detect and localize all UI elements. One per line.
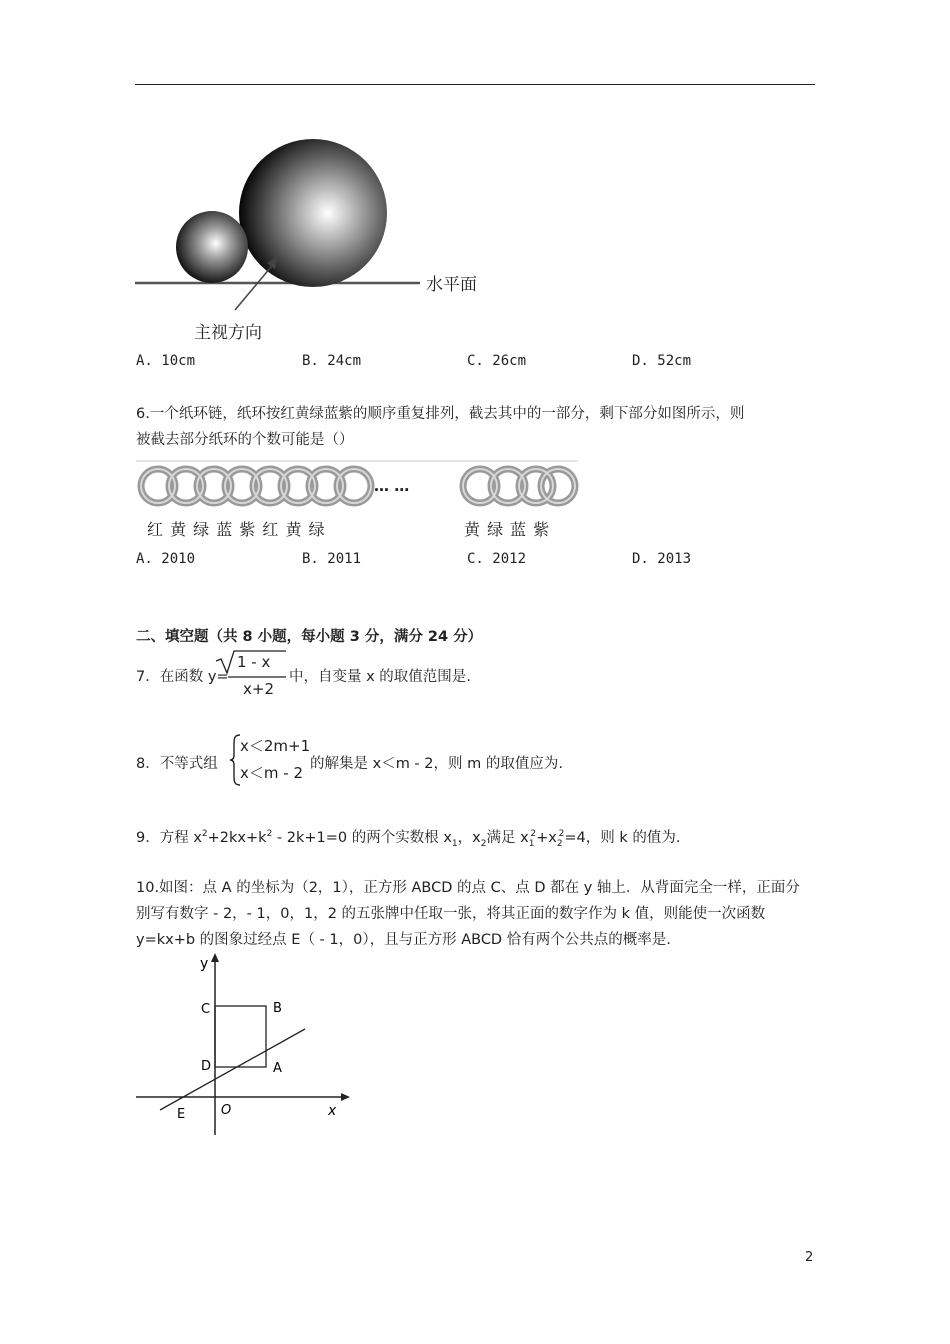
label-b: B: [273, 1001, 282, 1016]
coordinate-figure: [130, 950, 355, 1140]
q10-text-line2: 别写有数字 - 2，- 1，0，1，2 的五张牌中任取一张，将其正面的数字作为 k 值，则能使一次函数: [136, 906, 766, 922]
label-d: D: [201, 1059, 212, 1074]
q5-option-a: A. 10cm: [136, 353, 196, 369]
label-x: x: [328, 1103, 337, 1119]
chain-colors-right: 黄 绿 蓝 紫: [464, 520, 551, 539]
q6-option-c: C. 2012: [467, 551, 527, 567]
section2-heading: 二、填空题（共 8 小题，每小题 3 分，满分 24 分）: [136, 629, 483, 645]
line-through-e: [160, 1029, 305, 1110]
page-number: 2: [805, 1250, 814, 1265]
q10-text-line3: y=kx+b 的图象过经点 E（ - 1，0），且与正方形 ABCD 恰有两个公共点的概率是.: [136, 932, 671, 948]
q6-text-line1: 6.一个纸环链，纸环按红黄绿蓝紫的顺序重复排列，截去其中的一部分，剩下部分如图所示，则: [136, 406, 745, 422]
q7-suffix: 中，自变量 x 的取值范围是.: [289, 669, 471, 685]
view-direction-arrow: [235, 261, 276, 310]
q9-text: 9．方程 $x^2+2kx+k^2 - 2k+1=0$ 的两个实数根 $x_1$，$x_2$满足 $x_1^2+x_2^2=4$，则 k 的值为.: [136, 829, 681, 849]
label-horizontal-plane: 水平面: [426, 275, 477, 295]
large-sphere: [239, 139, 387, 287]
y-axis-arrow: [211, 953, 219, 962]
q5-option-c: C. 26cm: [467, 353, 527, 369]
label-view-direction: 主视方向: [194, 323, 262, 343]
paper-ring-chain-figure: [134, 460, 580, 512]
label-e: E: [177, 1107, 186, 1122]
chain-ellipsis: … …: [374, 477, 410, 495]
x-axis-arrow: [341, 1093, 350, 1101]
header-rule: [135, 84, 815, 85]
label-origin: O: [221, 1103, 232, 1118]
q7-numerator: 1 - x: [237, 653, 271, 671]
q8-inequality-1: x＜2m+1: [240, 737, 311, 755]
q8-inequality-2: x＜m - 2: [240, 764, 303, 782]
label-c: C: [201, 1002, 211, 1017]
q7-denominator: x+2: [243, 680, 274, 698]
q6-text-line2: 被截去部分纸环的个数可能是（）: [136, 432, 354, 448]
q6-option-a: A. 2010: [136, 551, 196, 567]
q8-suffix: 的解集是 x＜m - 2，则 m 的取值应为.: [310, 756, 563, 772]
q6-option-d: D. 2013: [632, 551, 692, 567]
label-y: y: [200, 956, 209, 972]
square-abcd: [215, 1006, 266, 1067]
q5-option-d: D. 52cm: [632, 353, 692, 369]
q5-option-b: B. 24cm: [302, 353, 362, 369]
q7-prefix: 7．在函数 y=: [136, 669, 229, 685]
q8-prefix: 8．不等式组: [136, 756, 218, 772]
small-sphere: [176, 211, 248, 283]
label-a: A: [273, 1061, 282, 1076]
chain-colors-left: 红 黄 绿 蓝 紫 红 黄 绿: [147, 520, 326, 539]
spheres-figure: [130, 135, 510, 345]
q10-text-line1: 10.如图：点 A 的坐标为（2，1），正方形 ABCD 的点 C、点 D 都在 y 轴上．从背面完全一样，正面分: [136, 880, 800, 896]
q6-option-b: B. 2011: [302, 551, 362, 567]
